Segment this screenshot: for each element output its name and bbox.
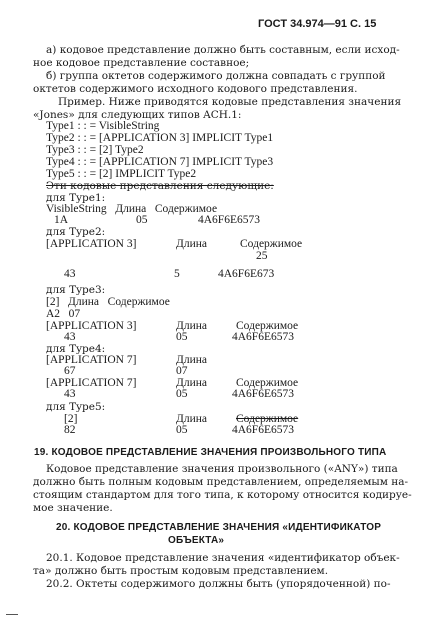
asn-definition: Type5 : : = [2] IMPLICIT Type2 xyxy=(46,168,197,180)
text-line: Кодовое представление значения произвольного («ANY») типа xyxy=(46,463,398,475)
text-line: стоящим стандартом для того типа, к которому относится кодируе- xyxy=(33,489,412,501)
type-label: для Type2: xyxy=(46,226,106,238)
text-line: б) группа октетов содержимого должна совпадать с группой xyxy=(46,70,386,82)
table-header: Содержимое xyxy=(236,377,299,389)
table-header: [APPLICATION 7] xyxy=(46,377,137,389)
table-cell: 4A6F6E6573 xyxy=(232,388,294,400)
asn-definition: Type1 : : = VisibleString xyxy=(46,120,160,132)
table-cell: 05 xyxy=(176,388,188,400)
table-cell: 5 xyxy=(174,268,180,280)
text-line: Эти кодовые представления следующие: xyxy=(46,180,274,192)
section-heading: 19. КОДОВОЕ ПРЕДСТАВЛЕНИЕ ЗНАЧЕНИЯ ПРОИЗВОЛЬНОГО ТИПА xyxy=(34,447,387,458)
text-line: октетов содержимого исходного кодового представления. xyxy=(33,83,358,95)
table-cell: 4A6F6E6573 xyxy=(232,424,294,436)
table-cell: 05 xyxy=(176,424,188,436)
table-header: [APPLICATION 7] xyxy=(46,354,137,366)
table-cell: 07 xyxy=(176,365,188,377)
text-line: ное кодовое представление составное; xyxy=(33,57,250,69)
text-line: Пример. Ниже приводятся кодовые представления значения xyxy=(58,96,402,108)
section-heading: 20. КОДОВОЕ ПРЕДСТАВЛЕНИЕ ЗНАЧЕНИЯ «ИДЕНТИФИКАТОР xyxy=(56,522,382,533)
table-header: Содержимое xyxy=(240,238,303,250)
table-cell: 4A6F6E673 xyxy=(218,268,275,280)
table-header: [APPLICATION 3] xyxy=(46,320,137,332)
table-header: Длина xyxy=(176,377,207,389)
table-cell: 4A6F6E6573 xyxy=(198,214,260,226)
type-label: для Type1: xyxy=(46,192,106,204)
table-cell: 43 xyxy=(64,268,76,280)
text-line: мое значение. xyxy=(33,502,113,514)
section-heading: ОБЪЕКТА» xyxy=(168,535,225,546)
table-cell: A2 07 xyxy=(46,308,81,320)
table-cell: 43 xyxy=(64,331,76,343)
page-header: ГОСТ 34.974—91 С. 15 xyxy=(258,18,377,30)
asn-definition: Type2 : : = [APPLICATION 3] IMPLICIT Type1 xyxy=(46,132,274,144)
text-line: 20.1. Кодовое представление значения «идентификатор объек- xyxy=(46,552,400,564)
page-edge-mark xyxy=(6,614,18,615)
table-cell: 25 xyxy=(256,250,268,262)
table-cell: 05 xyxy=(176,331,188,343)
table-cell: 4A6F6E6573 xyxy=(232,331,294,343)
table-cell: 82 xyxy=(64,424,76,436)
table-cell: 67 xyxy=(64,365,76,377)
text-line: «Jones» для следующих типов ACH.1: xyxy=(33,109,242,121)
table-cell: 05 xyxy=(136,214,148,226)
asn-definition: Type4 : : = [APPLICATION 7] IMPLICIT Type3 xyxy=(46,156,274,168)
asn-definition: Type3 : : = [2] Type2 xyxy=(46,144,144,156)
table-header: Длина xyxy=(176,354,207,366)
type-label: для Type5: xyxy=(46,401,106,413)
text-line: а) кодовое представление должно быть составным, если исход- xyxy=(46,44,400,56)
type-label: для Type3: xyxy=(46,284,106,296)
type-label: для Type4: xyxy=(46,343,106,355)
table-cell: 43 xyxy=(64,388,76,400)
table-header: Длина xyxy=(176,320,207,332)
text-line: 20.2. Октеты содержимого должны быть (упорядоченной) по- xyxy=(46,578,391,590)
text-line: та» должно быть простым кодовым представлением. xyxy=(33,565,329,577)
table-header: Содержимое xyxy=(236,320,299,332)
table-header: [APPLICATION 3] xyxy=(46,238,137,250)
table-cell: 1A xyxy=(54,214,69,226)
table-header: [2] xyxy=(64,413,78,425)
table-header: VisibleString Длина Содержимое xyxy=(46,203,218,215)
table-header: [2] Длина Содержимое xyxy=(46,296,170,308)
table-header: Длина xyxy=(176,238,207,250)
table-header: Содержимое xyxy=(236,413,299,425)
text-line: должно быть полным кодовым представлением, определяемым на- xyxy=(33,476,409,488)
table-header: Длина xyxy=(176,413,207,425)
